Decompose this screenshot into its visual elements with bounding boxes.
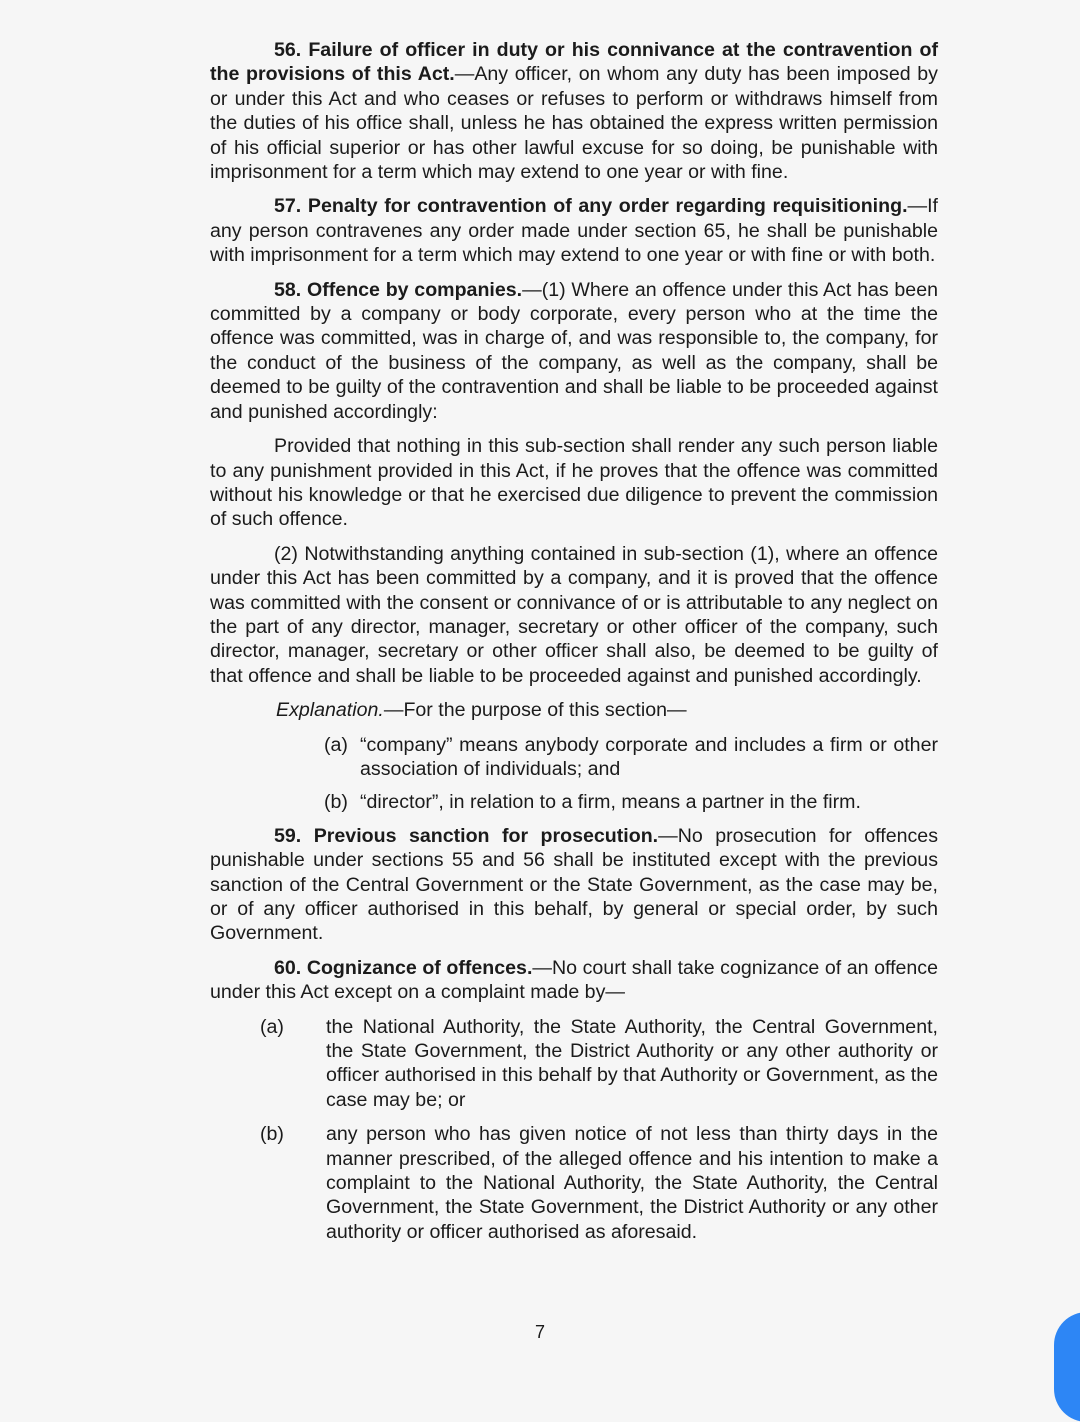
- section-58-heading: 58. Offence by companies.: [274, 278, 523, 301]
- section-59-heading: 59. Previous sanction for prosecution.: [274, 824, 659, 847]
- definition-list: [210, 733, 938, 815]
- section-59: [210, 824, 938, 946]
- section-56-heading: 56. Failure of officer in duty or his connivance at the contravention of the provisions of this Act.: [210, 39, 938, 86]
- explanation-text: —For the purpose of this section—: [383, 699, 687, 722]
- section-60-text: —No court shall take cognizance of an offence under this Act except on a complaint made by—: [210, 956, 939, 1004]
- definition-item: [324, 733, 938, 782]
- section-59-text: —No prosecution for offences punishable under sections 55 and 56 shall be instituted except with the previous sanction of the Central Government or the State Government, as the case may be, or of any officer authorised in this behalf, by general or special order, by such Government.: [210, 824, 938, 945]
- clause-label: (b): [260, 1123, 284, 1146]
- section-56-text: —Any officer, on whom any duty has been imposed by or under this Act and who ceases or refuses to perform or withdraws himself from the duties of his office shall, unless he has obtained the express written permission of his official superior or has other lawful excuse for so doing, be punishable with imprisonment for a term which may extend to one year or with fine.: [210, 63, 938, 184]
- section-56: [210, 38, 938, 184]
- explanation-label: Explanation.: [276, 699, 384, 722]
- section-57-heading: 57. Penalty for contravention of any order regarding requisitioning.: [274, 195, 908, 218]
- clause-item: [210, 1015, 938, 1113]
- document-body: [210, 38, 938, 1254]
- clause-label: (a): [260, 1015, 284, 1038]
- definition-text: “company” means anybody corporate and includes a firm or other association of individuals; and: [360, 733, 938, 780]
- clause-text: the National Authority, the State Authority, the Central Government, the State Government, the District Authority or any other authority or officer authorised in this behalf by that Authority or Government, as the case may be; or: [326, 1015, 938, 1111]
- definition-item: [324, 790, 938, 814]
- definition-label: (a): [324, 733, 348, 756]
- definition-text: “director”, in relation to a firm, means a partner in the firm.: [360, 791, 861, 814]
- section-57-text: —If any person contravenes any order made under section 65, he shall be punishable with imprisonment for a term which may extend to one year or with fine or with both.: [210, 195, 938, 267]
- screen-edge-tab[interactable]: [1054, 1312, 1080, 1422]
- clause-text: any person who has given notice of not less than thirty days in the manner prescribed, of the alleged offence and his intention to make a complaint to the National Authority, the State Authority, the Central Government, the State Government, the District Authority or any other authority or officer authorised as aforesaid.: [326, 1123, 938, 1243]
- section-58-subsection-2: (2) Notwithstanding anything contained in sub-section (1), where an offence under this Act has been committed by a company, and it is proved that the offence was committed with the consent or connivance of or is attributable to any neglect on the part of any director, manager, secretary or other officer of the company, such director, manager, secretary or other officer shall also, be deemed to be guilty of that offence and shall be liable to be proceeded against and punished accordingly.: [210, 542, 938, 687]
- section-58-proviso: Provided that nothing in this sub-section shall render any such person liable to any punishment provided in this Act, if he proves that the offence was committed without his knowledge or that he exercised due diligence to prevent the commission of such offence.: [210, 435, 938, 531]
- section-57: [210, 194, 938, 267]
- section-58-text: —(1) Where an offence under this Act has been committed by a company or body corporate, every person who at the time the offence was committed, was in charge of, and was responsible to, the company, for the conduct of the business of the company, as well as the company, shall be deemed to be guilty of the contravention and shall be liable to be proceeded against and punished accordingly:: [210, 278, 938, 423]
- section-60: [210, 956, 938, 1005]
- page-number: 7: [534, 1322, 545, 1342]
- definition-label: (b): [324, 791, 348, 814]
- section-60-heading: 60. Cognizance of offences.: [274, 956, 533, 979]
- section-58: [210, 278, 938, 424]
- clause-item: [210, 1122, 938, 1244]
- section-58-explanation: [210, 698, 938, 722]
